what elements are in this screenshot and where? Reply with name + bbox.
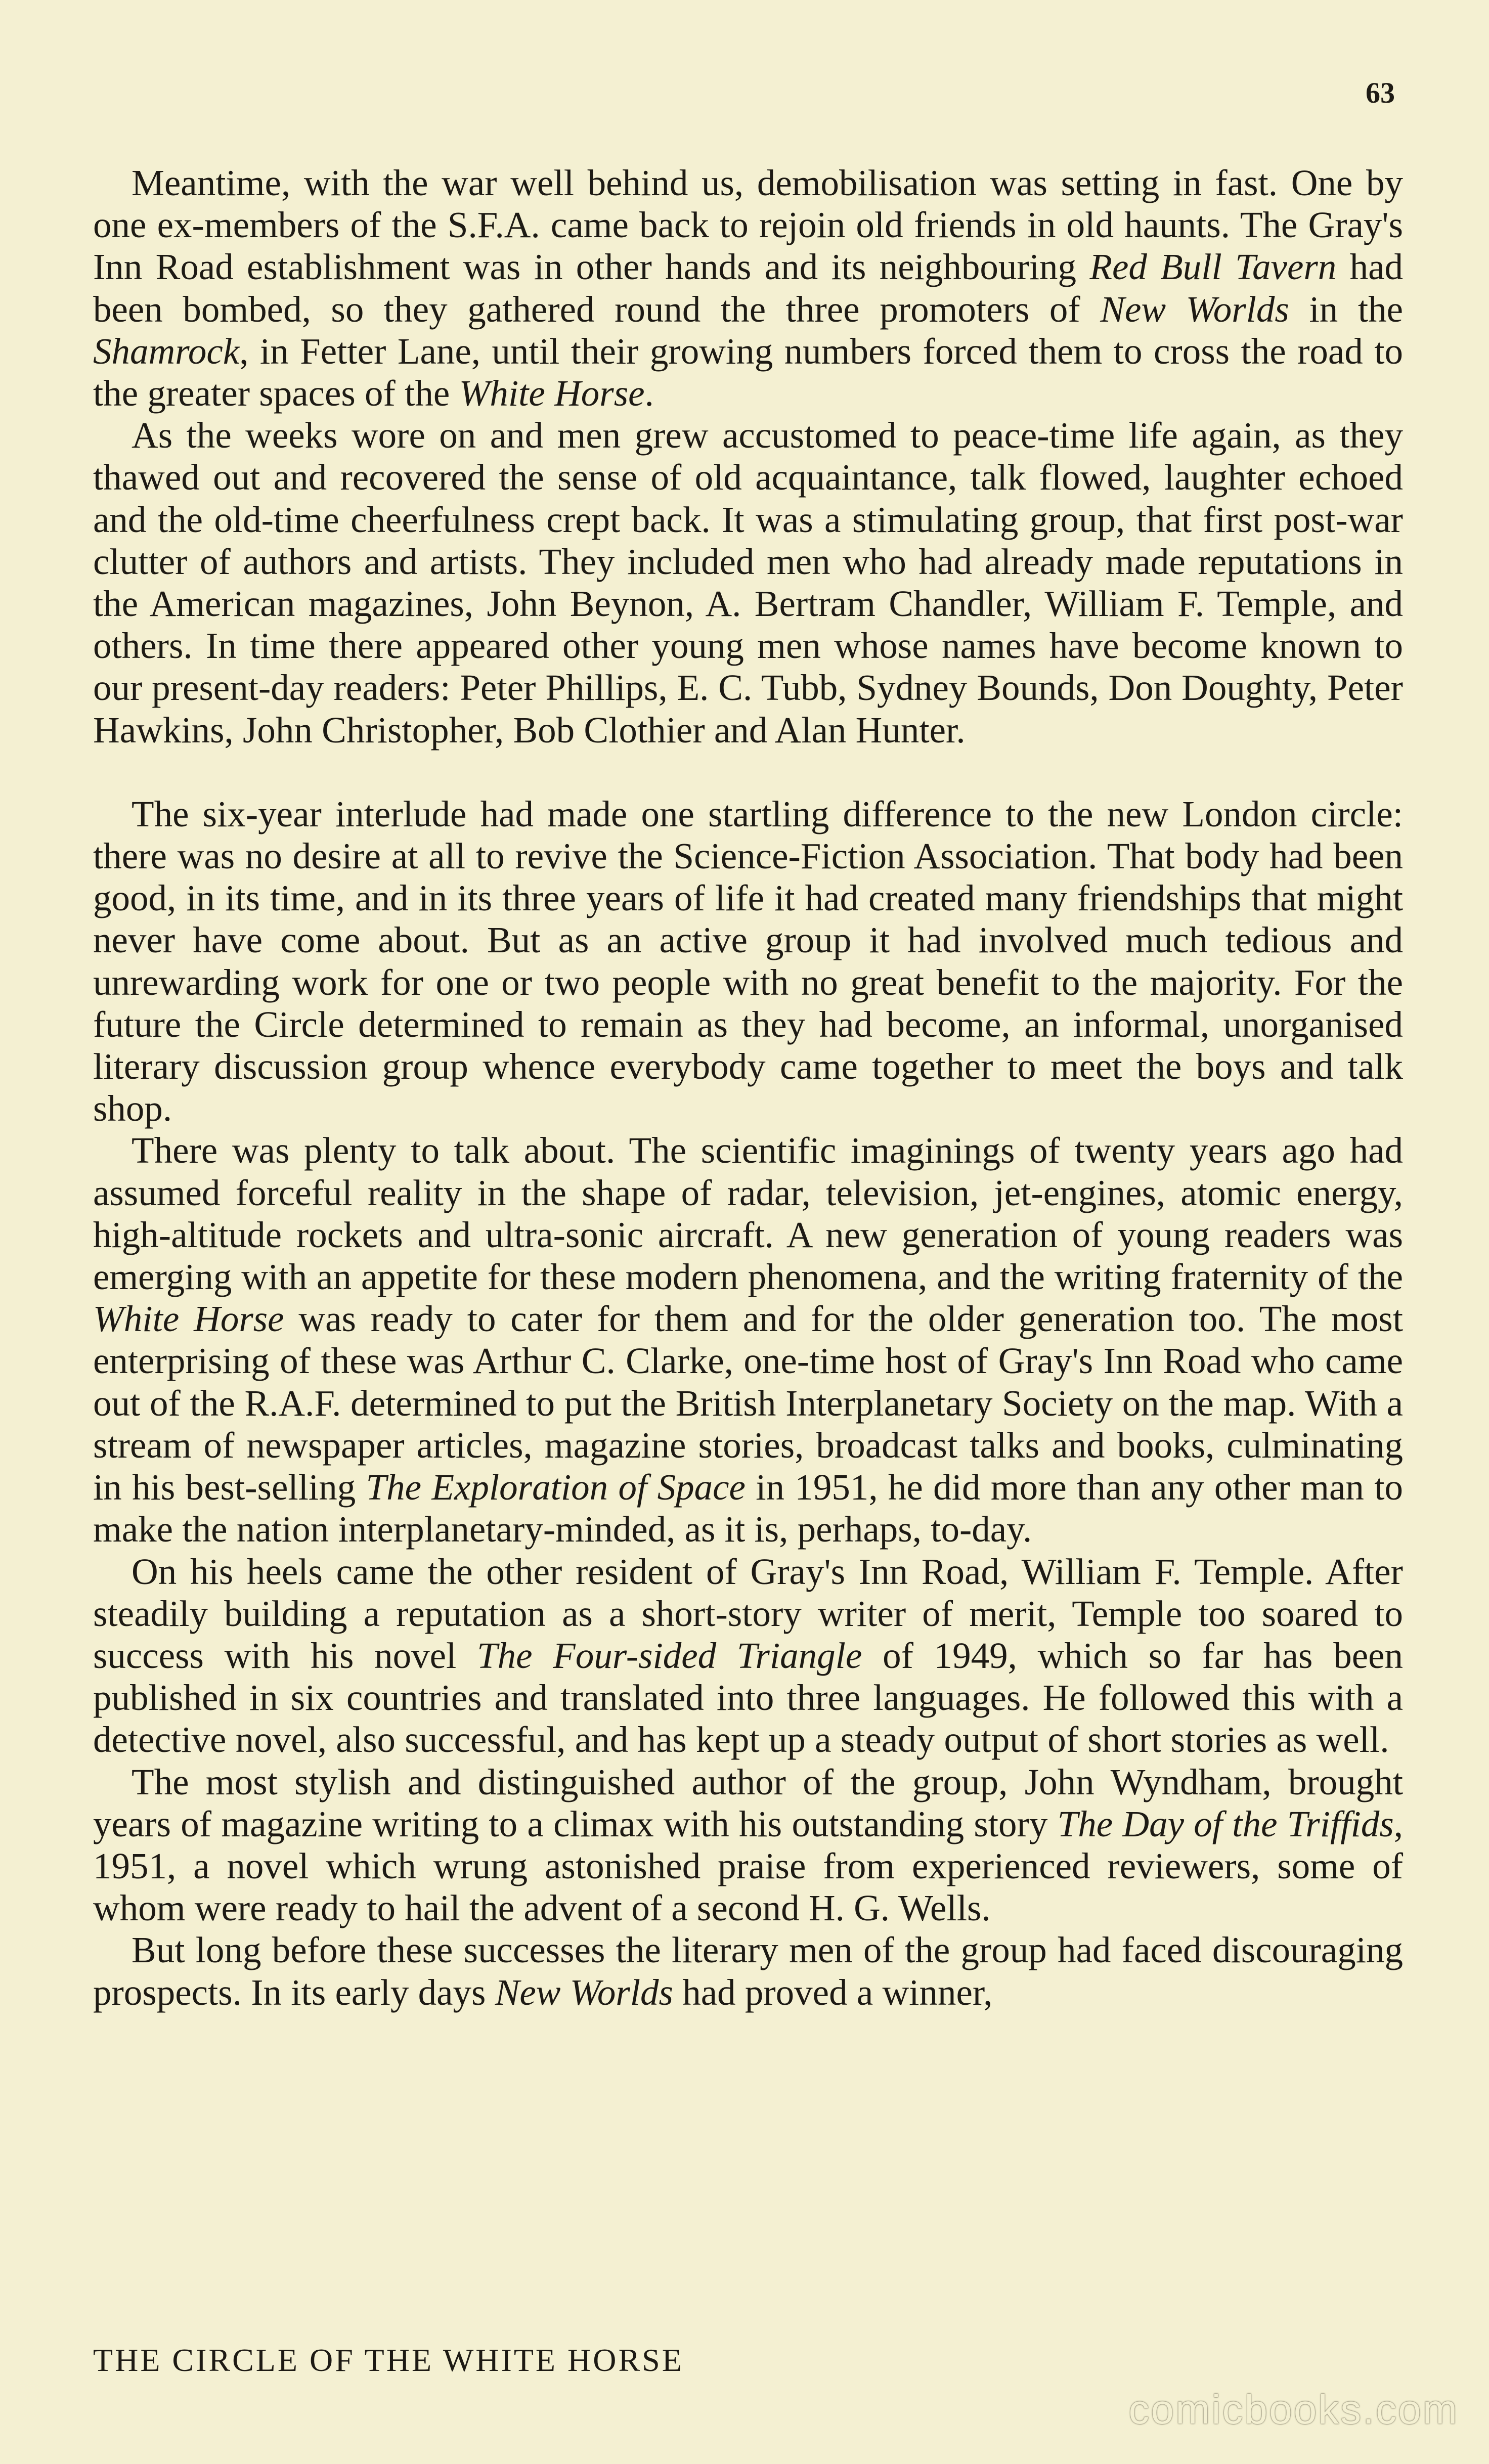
italic-title: Red Bull Tavern <box>1089 246 1337 288</box>
text-run: . <box>644 373 654 414</box>
paragraph <box>93 414 1403 751</box>
running-title: THE CIRCLE OF THE WHITE HORSE <box>93 2342 684 2378</box>
italic-title: Shamrock <box>93 330 240 372</box>
page-number: 63 <box>1366 76 1395 109</box>
paragraph <box>93 162 1403 414</box>
text-run: of 1949, which so far has been published in six countries and translated into three languages. He followed this with a detective novel, also successful, and has kept up a steady output of short stories as well. <box>93 1635 1403 1761</box>
paragraph <box>93 1761 1403 1929</box>
body-text <box>93 162 1403 2013</box>
text-run: As the weeks wore on and men grew accustomed to peace-time life again, as they thawed out and recovered the sense of old acquaintance, talk flowed, laughter echoed and the old-time cheerfulness crept back. It was a stimulating group, that first post-war clutter of authors and artists. They included men who had already made reputations in the American magazines, John Beynon, A. Bertram Chandler, William F. Temple, and others. In time there appeared other young men whose names have become known to our present-day readers: Peter Phillips, E. C. Tubb, Sydney Bounds, Don Doughty, Peter Hawkins, John Christopher, Bob Clothier and Alan Hunter. <box>93 415 1403 751</box>
paragraph <box>93 1929 1403 2013</box>
text-run: The six-year interlude had made one startling difference to the new London circle: there was no desire at all to revive the Science-Fiction Association. That body had been good, in its time, and in its three years of life it had created many friendships that might never have come about. But as an active group it had involved much tedious and unrewarding work for one or two people with no great benefit to the majority. For the future the Circle determined to remain as they had become, an informal, unorganised literary discussion group whence everybody came together to meet the boys and talk shop. <box>93 793 1403 1129</box>
text-run: had proved a winner, <box>673 1971 993 2013</box>
text-run: There was plenty to talk about. The scientific imaginings of twenty years ago had assumed forceful reality in the shape of radar, television, jet-engines, atomic energy, high-altitude rockets and ultra-sonic aircraft. A new generation of young readers was emerging with an appetite for these modern phenomena, and the writing fraternity of the <box>93 1130 1403 1298</box>
text-run: The most stylish and distinguished author of the group, John Wyndham, brought years of magazine writing to a climax with his outstanding story <box>93 1761 1403 1844</box>
paragraph <box>93 1129 1403 1550</box>
text-run: was ready to cater for them and for the older generation too. The most enterprising of these was Arthur C. Clarke, one-time host of Gray's Inn Road who came out of the R.A.F. determined to put the British Interplanetary Society on the map. With a stream of newspaper articles, magazine stories, broadcast talks and books, culminating in his best-selling <box>93 1298 1403 1508</box>
text-run: , in Fetter Lane, until their growing numbers forced them to cross the road to the greater spaces of the <box>93 330 1403 414</box>
text-run: Meantime, with the war well behind us, demobilisation was setting in fast. One by one ex-members of the S.F.A. came back to rejoin old friends in old haunts. The Gray's Inn Road establishment was in other hands and its neighbouring <box>93 162 1403 288</box>
italic-title: The Four-sided Triangle <box>477 1635 862 1676</box>
watermark: comicbooks.com <box>1128 2387 1459 2433</box>
paragraph <box>93 793 1403 1130</box>
paragraph <box>93 1551 1403 1761</box>
italic-title: White Horse <box>459 373 645 414</box>
text-run: in 1951, he did more than any other man to make the nation interplanetary-minded, as it is, perhaps, to-day. <box>93 1467 1403 1550</box>
text-run: On his heels came the other resident of Gray's Inn Road, William F. Temple. After steadily building a reputation as a short-story writer of merit, Temple too soared to success with his novel <box>93 1551 1403 1676</box>
italic-title: New Worlds <box>495 1971 673 2013</box>
text-run: in the <box>1289 288 1403 330</box>
text-run: , 1951, a novel which wrung astonished praise from experienced reviewers, some of whom were ready to hail the advent of a second H. G. Wells. <box>93 1803 1403 1929</box>
italic-title: The Day of the Triffids <box>1057 1803 1394 1844</box>
italic-title: The Exploration of Space <box>366 1467 746 1508</box>
italic-title: New Worlds <box>1100 288 1289 330</box>
text-run: But long before these successes the literary men of the group had faced discouraging prospects. In its early days <box>93 1929 1403 2013</box>
italic-title: White Horse <box>93 1298 284 1340</box>
text-run: had been bombed, so they gathered round the three promoters of <box>93 246 1404 330</box>
